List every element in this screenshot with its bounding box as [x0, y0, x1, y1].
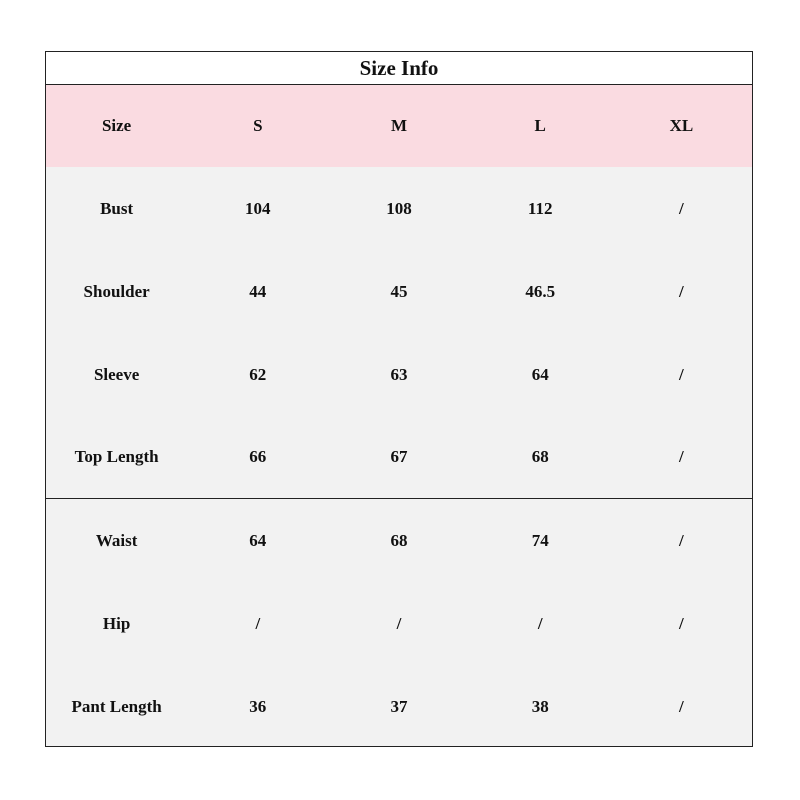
- table-cell: /: [679, 281, 684, 301]
- table-cell: 64: [531, 364, 549, 384]
- table-cell: 44: [249, 281, 267, 301]
- table-row-waist: [46, 499, 752, 582]
- header-cell-s: S: [253, 116, 263, 135]
- header-cell-xl: XL: [669, 116, 694, 135]
- table-cell: 36: [249, 696, 267, 716]
- table-cell: 45: [390, 281, 408, 301]
- table-cell: 108: [386, 198, 412, 218]
- table-cell: 104: [245, 198, 271, 218]
- table-cell: 112: [527, 198, 553, 218]
- table-cell: 63: [390, 364, 408, 384]
- table-row-bust: [46, 167, 752, 250]
- table-cell: /: [679, 530, 684, 550]
- table-cell: /: [537, 613, 543, 633]
- header-cell-l: L: [534, 116, 546, 135]
- table-cell: /: [679, 198, 684, 218]
- row-label: Waist: [95, 530, 138, 550]
- table-cell: /: [255, 613, 261, 633]
- table-cell: 68: [531, 447, 549, 466]
- row-label: Sleeve: [93, 364, 140, 384]
- table-cell: 62: [249, 364, 267, 384]
- table-row-shoulder: [46, 250, 752, 333]
- header-cell-m: M: [390, 116, 408, 135]
- table-cell: /: [679, 447, 684, 466]
- table-cell: /: [396, 613, 402, 633]
- table-row-sleeve: [46, 333, 752, 416]
- table-cell: 46.5: [525, 281, 556, 301]
- table-cell: 66: [249, 447, 267, 466]
- table-cell: 37: [390, 696, 408, 716]
- table-row-pant-length: [46, 665, 752, 748]
- row-label: Top Length: [74, 447, 159, 466]
- row-label: Bust: [100, 198, 134, 218]
- table-row-top-length: [46, 416, 752, 499]
- table-cell: 64: [249, 530, 267, 550]
- header-cell-size: Size: [101, 116, 132, 135]
- row-label: Pant Length: [71, 696, 162, 716]
- table-cell: 68: [390, 530, 408, 550]
- size-info-table: [45, 51, 753, 747]
- table-cell: /: [679, 696, 684, 716]
- row-label: Shoulder: [83, 281, 150, 301]
- table-header-row: [46, 85, 752, 167]
- table-cell: 74: [531, 530, 549, 550]
- table-title-row: [46, 52, 752, 85]
- table-cell: /: [679, 613, 684, 633]
- table-row-hip: [46, 582, 752, 665]
- table-cell: 38: [531, 696, 549, 716]
- row-label: Hip: [102, 613, 131, 633]
- table-cell: /: [679, 364, 684, 384]
- table-cell: 67: [390, 447, 408, 466]
- table-title: Size Info: [359, 55, 439, 80]
